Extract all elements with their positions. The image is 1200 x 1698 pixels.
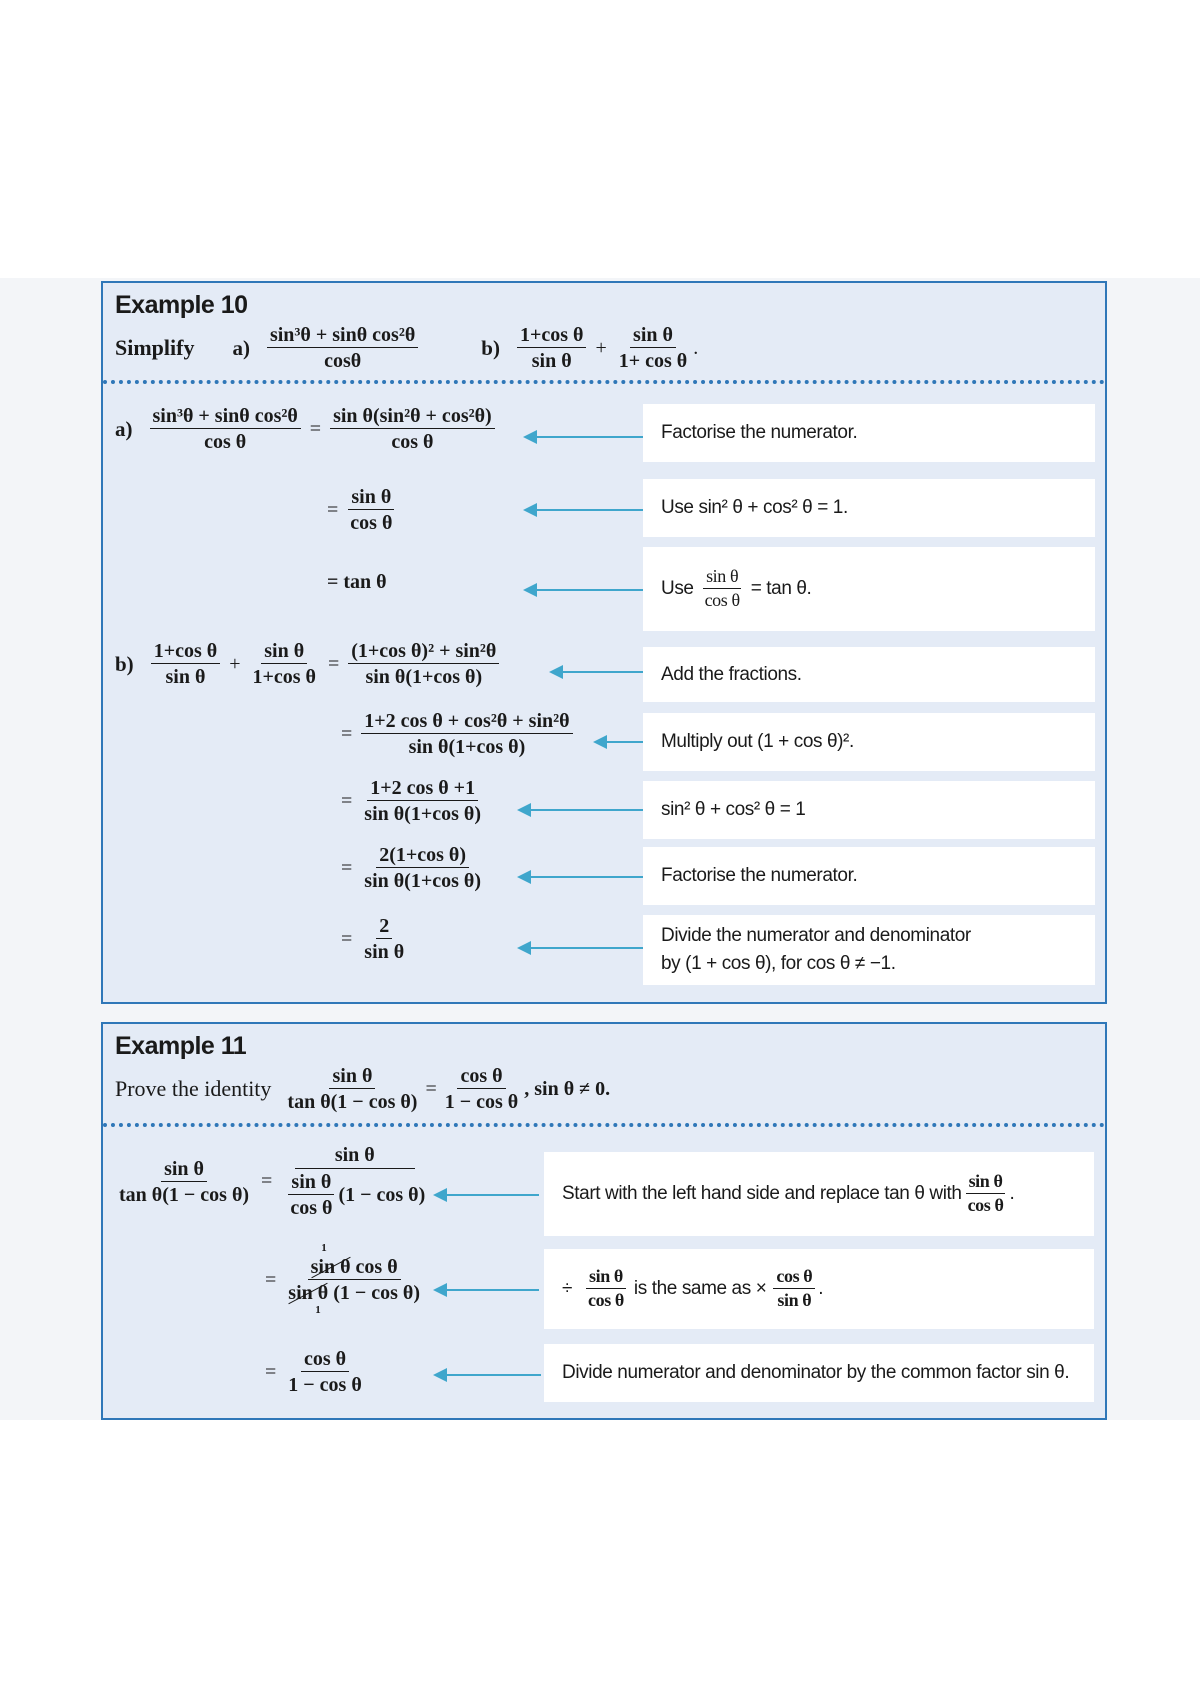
arrow-b2 <box>605 741 643 743</box>
note-factorise-numerator-b: Factorise the numerator. <box>643 847 1095 905</box>
arrow-p3 <box>445 1374 541 1376</box>
note-replace-tan: Start with the left hand side and replace tan θ with $\frac{\text{sin θ}}{\text{cos θ}}$ . <box>544 1152 1094 1236</box>
note-tan-identity: Use $\frac{\text{sin θ}}{\text{cos θ}}$ = tan θ. <box>643 547 1095 631</box>
example-11-title: Example 11 <box>115 1032 247 1060</box>
simplify-prompt: Simplify <box>115 335 195 360</box>
solution-a-line-1: a) $\frac{\text{sin³θ + sinθ cos²θ}}{\text{cos θ}}$ = $\frac{\text{sin θ(sin²θ + cos²θ)}}{\text{cos θ}}$ <box>115 405 498 453</box>
example-11-divider <box>103 1123 1105 1127</box>
plus-sign: + <box>595 336 607 359</box>
proof-complex-fraction: sin θ $\frac{\text{sin θ}}{\text{cos θ}}$ (1 − cos θ) <box>281 1144 428 1219</box>
note-divide-common-factor: Divide the numerator and denominator by (1 + cos θ), for cos θ ≠ −1. <box>643 915 1095 985</box>
solution-b-result: $\frac{2}{\text{sin θ}}$ <box>364 915 405 963</box>
arrow-b4 <box>529 876 643 878</box>
question-a-fraction: $\frac{\text{sin³θ + sinθ cos²θ}}{\cos\theta}$ <box>267 324 418 372</box>
proof-step-2: = 1 sin θ cos θ sin θ (1 − cos θ) 1 <box>259 1256 426 1304</box>
arrow-b5 <box>529 947 643 949</box>
note-multiply-out: Multiply out (1 + cos θ)². <box>643 713 1095 771</box>
proof-step-3: = $\frac{\text{cos θ}}{\text{1 − cos θ}}$ <box>259 1348 368 1396</box>
proof-step-1: $\frac{\text{sin θ}}{\text{tan θ(1 − cos θ)}}$ = sin θ $\frac{\text{sin θ}}{\text{cos θ}}$ (1 − cos θ) <box>113 1144 431 1219</box>
note-pythagorean-identity: Use sin² θ + cos² θ = 1. <box>643 479 1095 537</box>
proof-lhs: $\frac{\text{sin θ}}{\text{tan θ(1 − cos θ)}}$ <box>119 1157 250 1206</box>
solution-b-line-1: b) $\frac{\text{1+cos θ}}{\text{sin θ}}$ + $\frac{\text{sin θ}}{\text{1+cos θ}}$ = $\frac{\text{(1+cos θ)² + sin²θ}}{\text{sin θ(1+cos θ)}}$ <box>115 640 502 688</box>
note-factorise-numerator: Factorise the numerator. <box>643 404 1095 462</box>
question-part-a-label: a) <box>232 335 250 360</box>
note-add-fractions: Add the fractions. <box>643 647 1095 702</box>
question-period: . <box>693 336 699 359</box>
solution-a-lhs: $\frac{\text{sin³θ + sinθ cos²θ}}{\text{cos θ}}$ <box>150 405 301 453</box>
note-division-reciprocal: ÷ $\frac{\text{sin θ}}{\text{cos θ}}$ is the same as × $\frac{\text{cos θ}}{\text{sin θ}}$ . <box>544 1249 1094 1329</box>
solution-b-line-2: = $\frac{\text{1+2 cos θ + cos²θ + sin²θ}}{\text{sin θ(1+cos θ)}}$ <box>335 710 576 758</box>
example-10-box <box>101 281 1107 1004</box>
example-10-header <box>115 291 1093 372</box>
cancelled-sin-numerator: sin θ <box>310 1256 351 1278</box>
arrow-b1 <box>561 671 643 673</box>
solution-b-simplified: $\frac{\text{1+2 cos θ +1}}{\text{sin θ(1+cos θ)}}$ <box>364 777 481 825</box>
proof-cancel-fraction: 1 sin θ cos θ sin θ (1 − cos θ) 1 <box>288 1242 421 1316</box>
note-replace-fraction: $\frac{\text{sin θ}}{\text{cos θ}}$ <box>965 1172 1007 1216</box>
solution-b-combined: $\frac{\text{(1+cos θ)² + sin²θ}}{\text{sin θ(1+cos θ)}}$ <box>348 640 499 688</box>
example-11-box <box>101 1022 1107 1420</box>
solution-b-term-2: $\frac{\text{sin θ}}{\text{1+cos θ}}$ <box>252 640 316 688</box>
example-10-divider <box>103 380 1105 384</box>
question-part-b-label: b) <box>481 335 500 360</box>
arrow-p1 <box>445 1194 539 1196</box>
solution-a-factorised: $\frac{\text{sin θ(sin²θ + cos²θ)}}{\text{cos θ}}$ <box>330 405 495 453</box>
note-divide-sin: Divide numerator and denominator by the common factor sin θ. <box>544 1344 1094 1402</box>
arrow-a3 <box>535 589 645 591</box>
note-pythagorean-identity-b: sin² θ + cos² θ = 1 <box>643 781 1095 839</box>
example-11-header <box>115 1032 1093 1113</box>
arrow-p2 <box>445 1289 539 1291</box>
prove-prompt: Prove the identity <box>115 1076 272 1101</box>
solution-b-line-4: = $\frac{\text{2(1+cos θ)}}{\text{sin θ(1+cos θ)}}$ <box>335 844 487 892</box>
solution-b-label: b) <box>115 651 134 676</box>
solution-b-expanded: $\frac{\text{1+2 cos θ + cos²θ + sin²θ}}{\text{sin θ(1+cos θ)}}$ <box>361 710 572 758</box>
identity-condition: , sin θ ≠ 0. <box>524 1077 611 1100</box>
solution-b-line-5: = $\frac{2}{\text{sin θ}}$ <box>335 915 410 963</box>
identity-lhs: $\frac{\text{sin θ}}{\text{tan θ(1 − cos θ)}}$ <box>287 1065 418 1113</box>
solution-a-line-2: = $\frac{\text{sin θ}}{\text{cos θ}}$ <box>321 486 398 534</box>
note-cos-over-sin: $\frac{\text{cos θ}}{\text{sin θ}}$ <box>773 1267 815 1311</box>
example-10-question <box>115 324 1093 372</box>
note-sin-over-cos: $\frac{\text{sin θ}}{\text{cos θ}}$ <box>704 566 740 610</box>
solution-a-sin-over-cos: $\frac{\text{sin θ}}{\text{cos θ}}$ <box>350 486 393 534</box>
question-b-fraction-1: $\frac{\text{1+cos θ}}{\text{sin θ}}$ <box>517 324 587 372</box>
solution-a-line-3: = tan θ <box>327 571 387 593</box>
solution-a-label: a) <box>115 416 133 441</box>
arrow-b3 <box>529 809 643 811</box>
example-11-identity: Prove the identity $\frac{\text{sin θ}}{\text{tan θ(1 − cos θ)}}$ = $\frac{\text{cos θ}}{\text{1 − cos θ}}$ , sin θ ≠ 0. <box>115 1065 611 1113</box>
identity-rhs: $\frac{\text{cos θ}}{\text{1 − cos θ}}$ <box>444 1065 519 1113</box>
cancelled-sin-denominator: sin θ <box>288 1282 329 1304</box>
proof-inner-sin-over-cos: $\frac{\text{sin θ}}{\text{cos θ}}$ <box>290 1171 333 1219</box>
solution-b-term-1: $\frac{\text{1+cos θ}}{\text{sin θ}}$ <box>151 640 221 688</box>
solution-b-factorised: $\frac{\text{2(1+cos θ)}}{\text{sin θ(1+cos θ)}}$ <box>364 844 481 892</box>
arrow-a1 <box>535 436 645 438</box>
arrow-a2 <box>535 509 645 511</box>
note-sin-over-cos-2: $\frac{\text{sin θ}}{\text{cos θ}}$ <box>585 1267 627 1311</box>
solution-b-line-3: = $\frac{\text{1+2 cos θ +1}}{\text{sin θ(1+cos θ)}}$ <box>335 777 487 825</box>
example-10-title: Example 10 <box>115 291 248 319</box>
proof-result: $\frac{\text{cos θ}}{\text{1 − cos θ}}$ <box>288 1348 362 1396</box>
question-b-fraction-2: $\frac{\text{sin θ}}{\text{1+ cos θ}}$ <box>618 324 688 372</box>
